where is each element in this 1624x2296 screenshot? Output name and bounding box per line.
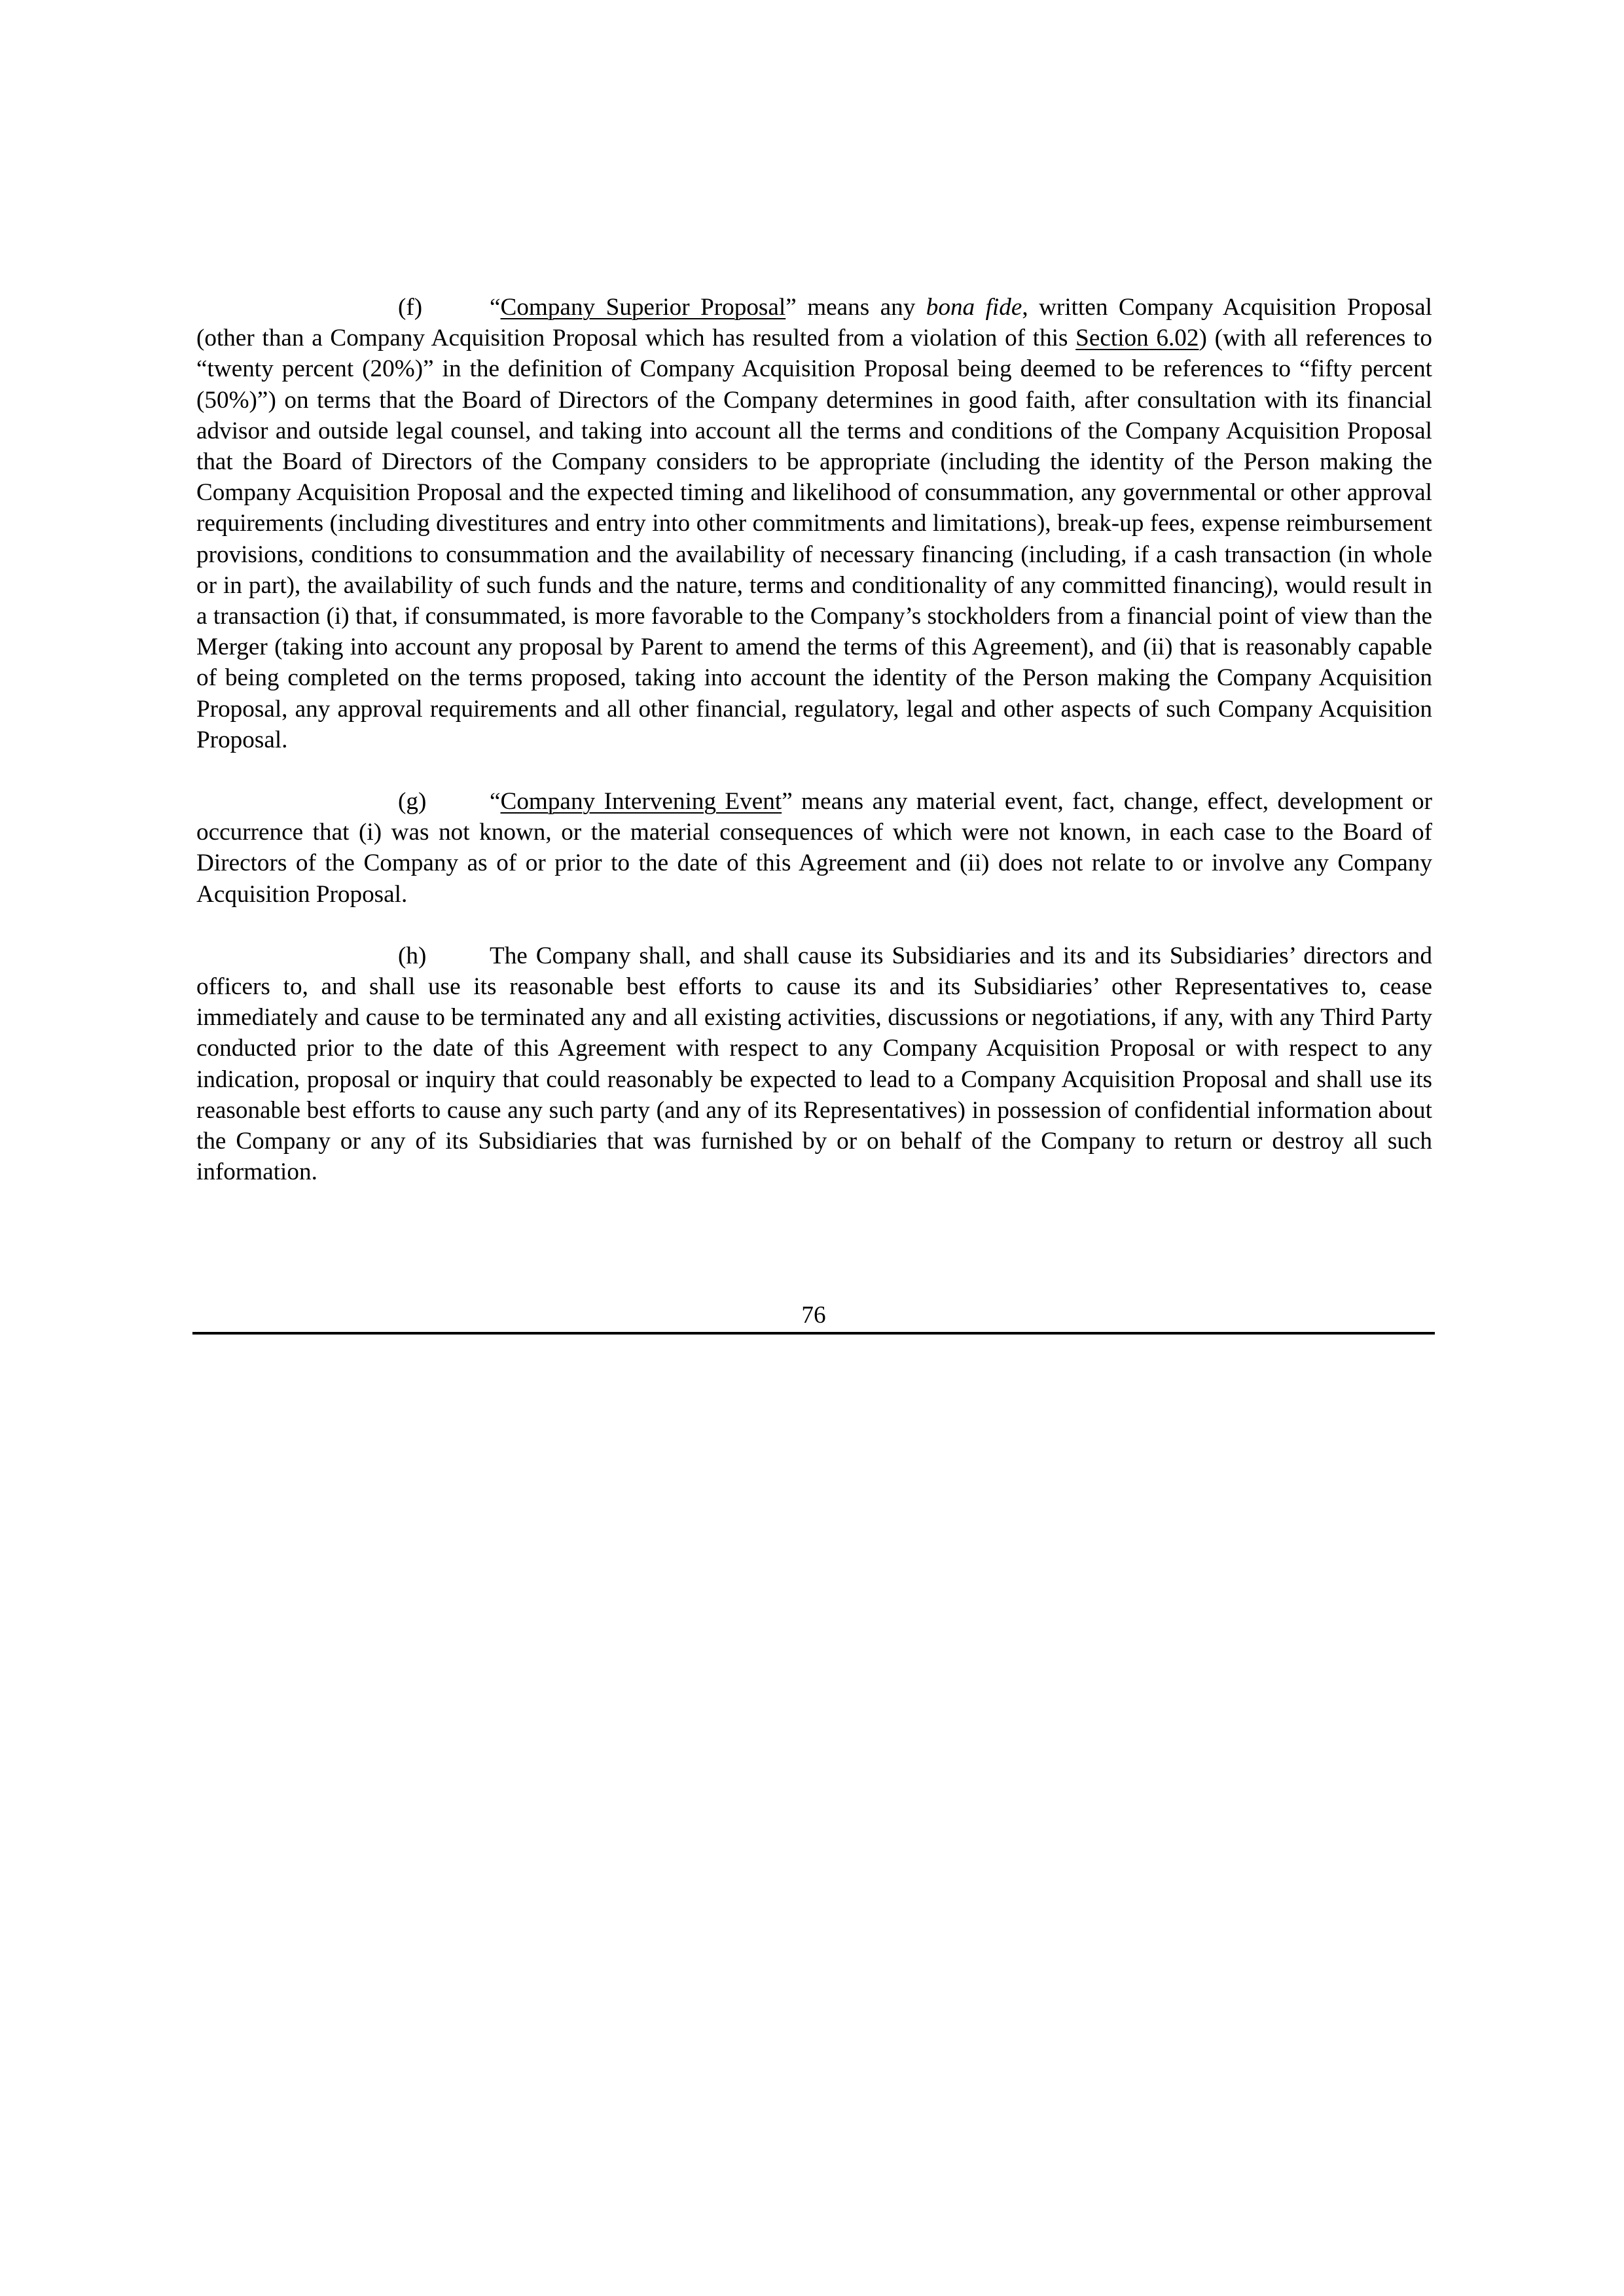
open-quote: “ [490, 294, 501, 321]
paragraph-text: means any [796, 294, 926, 321]
paragraph-g [196, 786, 1432, 910]
section-reference: Section 6.02 [1075, 325, 1199, 352]
paragraph-text: means any material event, fact, change, effect, development or occurrence that (i) was not known, or the material consequences of which were not known, in each case to the Board of Directors of the Company as of or prior to the date of this Agreement and (ii) does not relate to or involve any Company Acquisition Proposal. [196, 788, 1432, 908]
paragraph-h [196, 941, 1432, 1188]
paragraph-f [196, 292, 1432, 755]
defined-term: Company Superior Proposal [500, 294, 786, 321]
paragraph-text: ) (with all references to “twenty percent (20%)” in the definition of Company Acquisition Proposal being deemed to be references to “fifty percent (50%)”) on terms that the Board of Directors of the Company determines in good faith, after consultation with its financial advisor and outside legal counsel, and taking into account all the terms and conditions of the Company Acquisition Proposal that the Board of Directors of the Company considers to be appropriate (including the identity of the Person making the Company Acquisition Proposal and the expected timing and likelihood of consummation, any governmental or other approval requirements (including divestitures and entry into other commitments and limitations), break-up fees, expense reimbursement provisions, conditions to consummation and the availability of necessary financing (including, if a cash transaction (in whole or in part), the availability of such funds and the nature, terms and conditionality of any committed financing), would result in a transaction (i) that, if consummated, is more favorable to the Company’s stockholders from a financial point of view than the Merger (taking into account any proposal by Parent to amend the terms of this Agreement), and (ii) that is reasonably capable of being completed on the terms proposed, taking into account the identity of the Person making the Company Acquisition Proposal, any approval requirements and all other financial, regulatory, legal and other aspects of such Company Acquisition Proposal. [196, 325, 1432, 753]
close-quote: ” [782, 788, 793, 816]
document-body [196, 292, 1432, 1187]
defined-term: Company Intervening Event [500, 788, 782, 816]
page-number: 76 [801, 1302, 826, 1329]
close-quote: ” [785, 294, 797, 321]
paragraph-text: , written Company Acquisition Proposal (other than a Company Acquisition Proposal which has resulted from a violation of this [196, 294, 1432, 352]
paragraph-number: (f) [398, 294, 423, 321]
paragraph-number: (h) [398, 942, 427, 969]
page-footer [192, 1301, 1435, 1335]
paragraph-number: (g) [398, 788, 427, 816]
footer-rule [192, 1332, 1435, 1335]
open-quote: “ [490, 788, 501, 816]
paragraph-text: The Company shall, and shall cause its Subsidiaries and its and its Subsidiaries’ directors and officers to, and shall use its reasonable best efforts to cause its and its Subsidiaries’ other Representatives to, cease immediately and cause to be terminated any and all existing activities, discussions or negotiations, if any, with any Third Party conducted prior to the date of this Agreement with respect to any Company Acquisition Proposal or with respect to any indication, proposal or inquiry that could reasonably be expected to lead to a Company Acquisition Proposal and shall use its reasonable best efforts to cause any such party (and any of its Representatives) in possession of confidential information about the Company or any of its Subsidiaries that was furnished by or on behalf of the Company to return or destroy all such information. [196, 942, 1432, 1186]
italic-phrase: bona fide [926, 294, 1022, 321]
